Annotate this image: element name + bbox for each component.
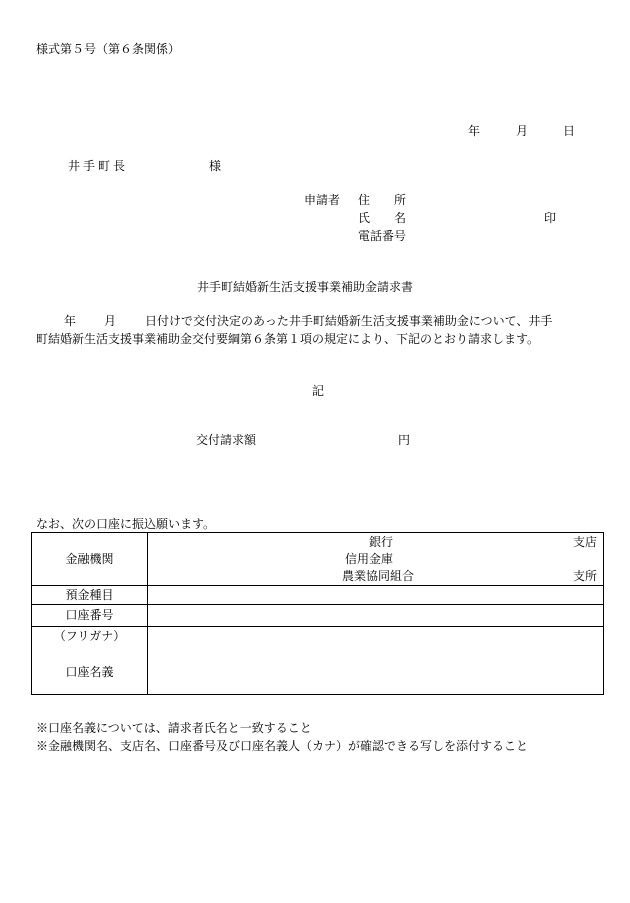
bank-suffix: 銀行 [369, 535, 394, 549]
applicant-label: 申請者 [304, 193, 341, 207]
body-line1: 日付けで交付決定のあった井手町結婚新生活支援事業補助金について、井手 [145, 314, 553, 328]
deposit-type-label-cell [32, 586, 148, 605]
document-title: 井手町結婚新生活支援事業補助金請求書 [197, 280, 414, 294]
ki-heading: 記 [312, 384, 325, 398]
account-number-value-cell[interactable] [148, 605, 604, 627]
branch-office-suffix: 支所 [572, 569, 597, 583]
shinkin-suffix: 信用金庫 [345, 552, 394, 566]
body-line2: 町結婚新生活支援事業補助金交付要綱第６条第１項の規定により、下記のとおり請求します。 [36, 332, 540, 346]
table-row [32, 627, 604, 695]
applicant-name-label: 氏 名 [358, 211, 407, 225]
institution-label: 金融機関 [65, 551, 114, 566]
applicant-address-label: 住 所 [358, 193, 407, 207]
form-number: 様式第５号（第６条関係） [36, 42, 181, 56]
nokyo-suffix: 農業協同組合 [342, 569, 415, 583]
note-1: ※口座名義については、請求者氏名と一致すること [36, 721, 312, 735]
amount-unit: 円 [398, 433, 411, 447]
bank-intro: なお、次の口座に振込願います。 [36, 517, 216, 531]
date-year: 年 [468, 124, 481, 138]
body-year: 年 [64, 314, 77, 328]
institution-label-cell [32, 533, 148, 586]
deposit-type-label: 預金種目 [65, 587, 114, 602]
institution-value-cell[interactable] [148, 533, 604, 586]
body-month: 月 [104, 314, 117, 328]
furigana-label: （フリガナ） [53, 629, 126, 643]
account-number-label: 口座番号 [65, 608, 114, 623]
account-name-value-cell[interactable] [148, 627, 604, 695]
table-row [32, 605, 604, 627]
seal-mark: 印 [544, 211, 557, 225]
deposit-type-value-cell[interactable] [148, 586, 604, 605]
account-name-label: 口座名義 [65, 665, 114, 679]
account-number-label-cell [32, 605, 148, 627]
table-row [32, 586, 604, 605]
amount-label: 交付請求額 [196, 433, 257, 447]
addressee-name: 井手町長 [68, 159, 129, 173]
applicant-phone-label: 電話番号 [358, 229, 407, 243]
addressee-honorific: 様 [209, 159, 222, 173]
bank-account-table [31, 532, 604, 695]
account-name-label-cell [32, 627, 148, 695]
note-2: ※金融機関名、支店名、口座番号及び口座名義人（カナ）が確認できる写しを添付すること [36, 739, 529, 753]
table-row [32, 533, 604, 586]
branch-store-suffix: 支店 [572, 535, 597, 549]
date-day: 日 [563, 124, 576, 138]
date-month: 月 [516, 124, 529, 138]
